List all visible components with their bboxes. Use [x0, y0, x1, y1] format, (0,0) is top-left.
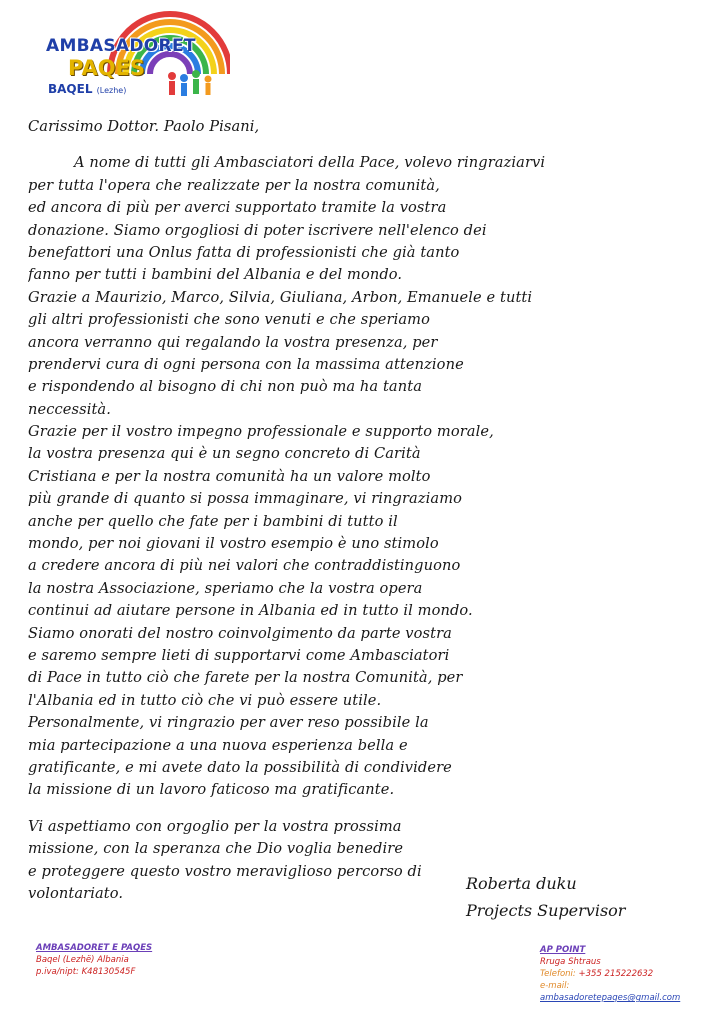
letter-line: a credere ancora di più nei valori che contraddistinguono: [28, 557, 461, 575]
letter-line: Grazie per il vostro impegno professionale e supporto morale,: [28, 423, 494, 441]
logo-location-sub: (Lezhe): [96, 86, 127, 95]
letter-line: mia partecipazione a una nuova esperienza bella e: [28, 736, 408, 754]
letter-line: e proteggere questo vostro meraviglioso percorso di: [28, 862, 422, 880]
letter-line: la nostra Associazione, speriamo che la vostra opera: [28, 579, 423, 597]
letter-line: Cristiana e per la nostra comunità ha un valore molto: [28, 467, 431, 485]
logo-subtitle: PAQES: [68, 56, 146, 80]
footer-org-name: AMBASADORET E PAQES: [36, 943, 153, 953]
letter-line: gratificante, e mi avete dato la possibilità di condividere: [28, 758, 452, 776]
footer-phone: [540, 968, 680, 980]
letter-paragraph-1: [28, 152, 700, 421]
letter-line: la missione di un lavoro faticoso ma gratificante.: [28, 781, 395, 799]
letter-line: missione, con la speranza che Dio voglia benedire: [28, 840, 404, 858]
footer-email-link[interactable]: ambasadoretepaqes@gmail.com: [540, 993, 681, 1003]
letter-line: mondo, per noi giovani il vostro esempio è uno stimolo: [28, 535, 439, 553]
footer-point-name: AP POINT: [540, 945, 586, 955]
footer-address: Baqel (Lezhë) Albania: [36, 955, 129, 965]
signature-role: Projects Supervisor: [466, 901, 626, 920]
footer-phone-value: +355 215222632: [578, 969, 654, 979]
letter-line: ed ancora di più per averci supportato tramite la vostra: [28, 199, 447, 217]
letter-line: Siamo onorati del nostro coinvolgimento da parte vostra: [28, 624, 452, 642]
letter-line: più grande di quanto si possa immaginare, vi ringraziamo: [28, 490, 463, 508]
letter-greeting: Carissimo Dottor. Paolo Pisani,: [28, 118, 260, 135]
letter-line: benefattori una Onlus fatta di professionisti che già tanto: [28, 243, 460, 261]
logo-location: [48, 82, 126, 96]
letter-line: e rispondendo al bisogno di chi non può ma ha tanta: [28, 378, 423, 396]
letter-line: anche per quello che fate per i bambini di tutto il: [28, 512, 398, 530]
letter-line: ancora verranno qui regalando la vostra presenza, per: [28, 333, 438, 351]
letter-line: A nome di tutti gli Ambasciatori della Pace, volevo ringraziarvi: [74, 154, 546, 172]
organization-logo: [40, 4, 230, 104]
letter-line: per tutta l'opera che realizzate per la nostra comunità,: [28, 176, 440, 194]
footer-phone-label: Telefoni:: [540, 969, 576, 979]
letter-line: la vostra presenza qui è un segno concreto di Carità: [28, 445, 421, 463]
signature-block: [466, 870, 625, 924]
letter-line: e saremo sempre lieti di supportarvi come Ambasciatori: [28, 646, 450, 664]
logo-title: AMBASADORET: [46, 36, 196, 56]
letter-line: continui ad aiutare persone in Albania ed in tutto il mondo.: [28, 602, 473, 620]
letter-line: donazione. Siamo orgogliosi di poter iscrivere nell'elenco dei: [28, 221, 487, 239]
letter-line: volontariato.: [28, 884, 124, 902]
letter-line: Grazie a Maurizio, Marco, Silvia, Giuliana, Arbon, Emanuele e tutti: [28, 288, 533, 306]
letter-body: [28, 116, 700, 905]
letter-line: l'Albania ed in tutto ciò che vi può essere utile.: [28, 691, 382, 709]
footer-email-label: e-mail:: [540, 981, 570, 991]
logo-location-name: BAQEL: [48, 82, 93, 96]
letter-line: Personalmente, vi ringrazio per aver reso possibile la: [28, 714, 429, 732]
letter-line: prendervi cura di ogni persona con la massima attenzione: [28, 355, 464, 373]
footer-street: Rruga Shtraus: [540, 957, 601, 967]
letter-paragraph-2: [28, 421, 700, 802]
footer-left: [36, 942, 152, 978]
letter-line: gli altri professionisti che sono venuti e che speriamo: [28, 311, 430, 329]
footer-right: [540, 944, 680, 1004]
signature-name: Roberta duku: [466, 874, 577, 893]
letter-line: Vi aspettiamo con orgoglio per la vostra prossima: [28, 817, 402, 835]
letter-line: neccessità.: [28, 400, 111, 418]
letter-line: di Pace in tutto ciò che farete per la nostra Comunità, per: [28, 669, 463, 687]
letter-line: fanno per tutti i bambini del Albania e del mondo.: [28, 266, 403, 284]
footer-tax-id: p.iva/nipt: K48130545F: [36, 967, 136, 977]
